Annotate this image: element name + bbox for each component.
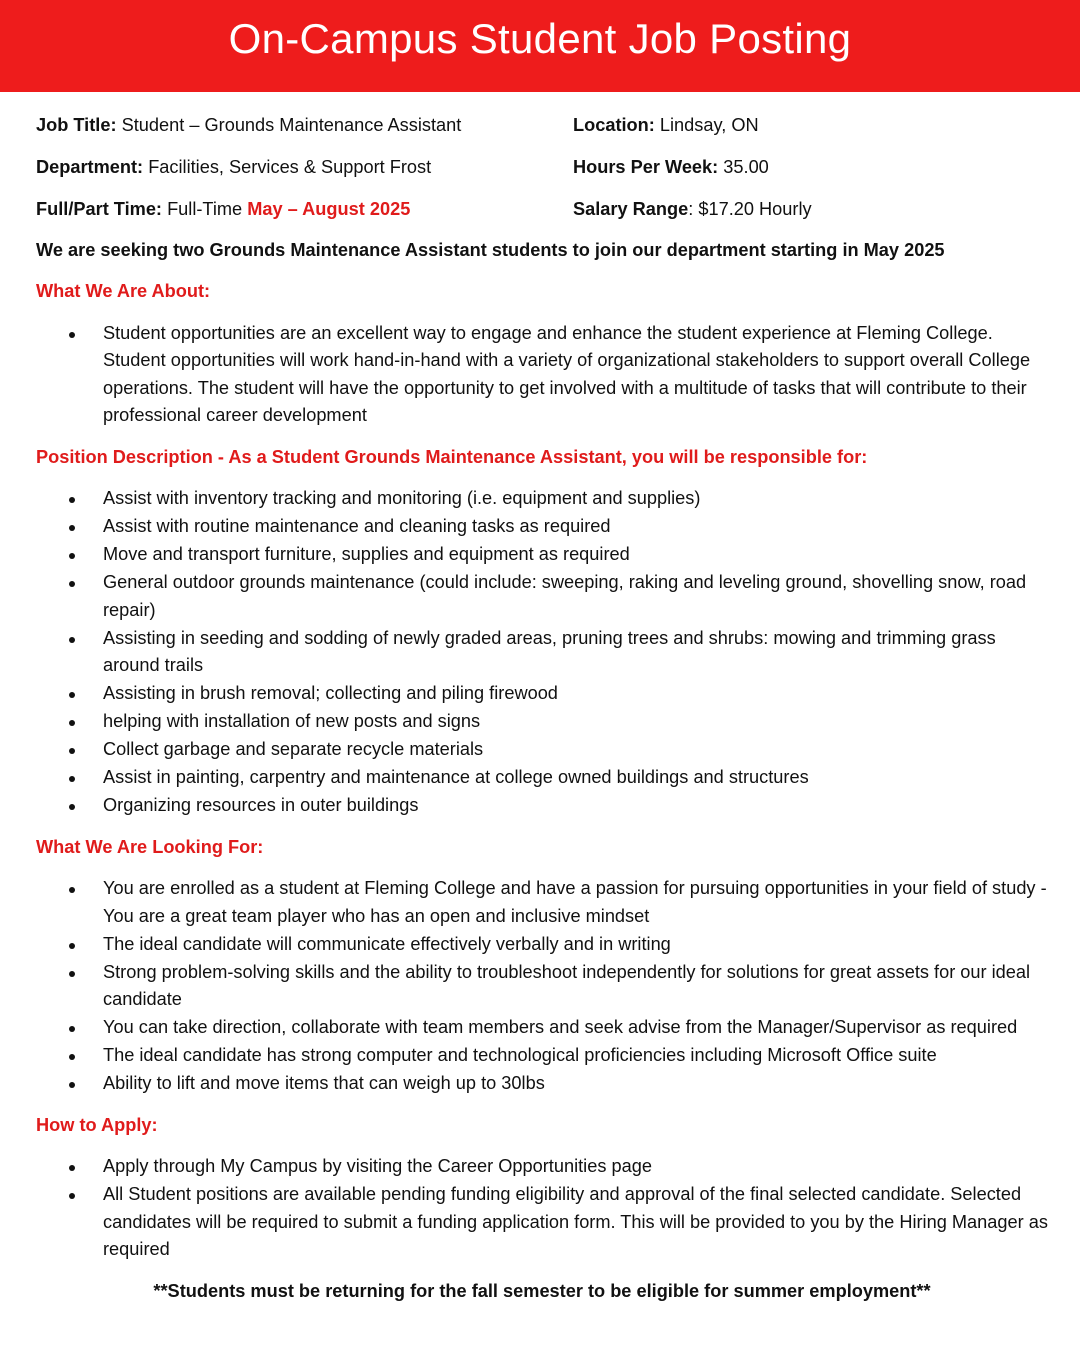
list-item-text: You can take direction, collaborate with team members and seek advise from the Manager/Supervisor as required	[103, 1017, 1018, 1037]
department-label: Department:	[36, 157, 144, 177]
list-item	[36, 736, 1048, 764]
list-item	[36, 485, 1048, 513]
job-title-value: Student – Grounds Maintenance Assistant	[121, 115, 462, 135]
list-item-text: Organizing resources in outer buildings	[103, 795, 419, 815]
list-item-text: Ability to lift and move items that can weigh up to 30lbs	[103, 1073, 545, 1093]
bullet-icon	[69, 637, 75, 643]
list-item	[36, 708, 1048, 736]
list-item	[36, 1181, 1048, 1264]
list-item	[36, 1153, 1048, 1181]
list-item	[36, 513, 1048, 541]
bullet-icon	[69, 971, 75, 977]
list-item	[36, 959, 1048, 1014]
location-value: Lindsay, ON	[659, 115, 759, 135]
list-item	[36, 875, 1048, 930]
list-item	[36, 1014, 1048, 1042]
bullet-icon	[69, 887, 75, 893]
intro-statement: We are seeking two Grounds Maintenance Assistant students to join our department starting in May 2025	[36, 239, 945, 260]
bullet-icon	[69, 804, 75, 810]
job-details	[36, 112, 1048, 224]
position-list	[36, 485, 1048, 820]
job-title-field	[36, 112, 573, 140]
bullet-icon	[69, 692, 75, 698]
salary-label: Salary Range	[573, 199, 689, 219]
bullet-icon	[69, 1193, 75, 1199]
bullet-icon	[69, 720, 75, 726]
bullet-icon	[69, 1082, 75, 1088]
posting-body	[36, 112, 1048, 1305]
list-item-text: Assist with inventory tracking and monitoring (i.e. equipment and supplies)	[103, 488, 701, 508]
list-item-text: Assist in painting, carpentry and maintenance at college owned buildings and structures	[103, 767, 809, 787]
bullet-icon	[69, 553, 75, 559]
list-item-text: Assisting in brush removal; collecting and piling firewood	[103, 683, 558, 703]
apply-heading: How to Apply:	[36, 1114, 158, 1135]
list-item	[36, 1042, 1048, 1070]
location-label: Location:	[573, 115, 655, 135]
bullet-icon	[69, 581, 75, 587]
list-item-text: Student opportunities are an excellent way to engage and enhance the student experience at Fleming College. Student opportunities will work hand-in-hand with a variety of organizational stakeholders to support overall College operations. The student will have the opportunity to get involved with a multitude of tasks that will contribute to their professional career development	[103, 322, 1031, 425]
bullet-icon	[69, 1026, 75, 1032]
position-heading: Position Description - As a Student Grounds Maintenance Assistant, you will be responsible for:	[36, 446, 868, 467]
job-title-label: Job Title:	[36, 115, 117, 135]
list-item	[36, 1070, 1048, 1098]
list-item-text: The ideal candidate has strong computer and technological proficiencies including Microsoft Office suite	[103, 1045, 937, 1065]
list-item-text: Apply through My Campus by visiting the Career Opportunities page	[103, 1156, 652, 1176]
page-header	[0, 0, 1080, 92]
bullet-icon	[69, 1054, 75, 1060]
department-field	[36, 154, 573, 182]
about-list	[36, 320, 1048, 430]
list-item-text: You are enrolled as a student at Fleming College and have a passion for pursuing opportunities in your field of study - You are a great team player who has an open and inclusive mindset	[103, 878, 1047, 926]
about-heading: What We Are About:	[36, 281, 211, 301]
list-item	[36, 764, 1048, 792]
employment-type-label: Full/Part Time:	[36, 199, 162, 219]
list-item-text: Move and transport furniture, supplies and equipment as required	[103, 544, 630, 564]
list-item-text: helping with installation of new posts and signs	[103, 711, 481, 731]
looking-list	[36, 875, 1048, 1098]
bullet-icon	[69, 332, 75, 338]
hours-field	[573, 154, 1048, 182]
list-item-text: Strong problem-solving skills and the ability to troubleshoot independently for solutions for great assets for our ideal candidate	[103, 961, 1031, 1009]
apply-list	[36, 1153, 1048, 1264]
bullet-icon	[69, 748, 75, 754]
list-item	[36, 541, 1048, 569]
list-item-text: Assist with routine maintenance and cleaning tasks as required	[103, 516, 611, 536]
bullet-icon	[69, 497, 75, 503]
list-item-text: The ideal candidate will communicate effectively verbally and in writing	[103, 933, 671, 954]
list-item-text: Collect garbage and separate recycle materials	[103, 739, 484, 759]
bullet-icon	[69, 1165, 75, 1171]
list-item-text: All Student positions are available pending funding eligibility and approval of the final selected candidate. Selected candidates will be required to submit a funding application form. This will be provided to you by the Hiring Manager as required	[103, 1184, 1048, 1259]
list-item	[36, 320, 1048, 430]
bullet-icon	[69, 776, 75, 782]
looking-heading: What We Are Looking For:	[36, 836, 264, 857]
employment-type-field	[36, 196, 573, 224]
list-item-text: Assisting in seeding and sodding of newly graded areas, pruning trees and shrubs: mowing and trimming grass around trails	[103, 627, 996, 675]
location-field	[573, 112, 1048, 140]
department-value: Facilities, Services & Support Frost	[148, 157, 432, 177]
list-item-text: General outdoor grounds maintenance (could include: sweeping, raking and leveling ground, shovelling snow, road repair)	[103, 572, 1027, 620]
list-item	[36, 625, 1048, 680]
list-item	[36, 680, 1048, 708]
page-title: On-Campus Student Job Posting	[228, 15, 852, 62]
salary-field	[573, 196, 1048, 224]
list-item	[36, 569, 1048, 624]
employment-period: May – August 2025	[247, 199, 411, 219]
bullet-icon	[69, 525, 75, 531]
eligibility-note: **Students must be returning for the fall semester to be eligible for summer employment**	[153, 1280, 931, 1301]
hours-label: Hours Per Week:	[573, 157, 719, 177]
list-item	[36, 931, 1048, 959]
hours-value: 35.00	[723, 157, 769, 177]
employment-type-value: Full-Time	[167, 199, 243, 219]
list-item	[36, 792, 1048, 820]
salary-value: : $17.20 Hourly	[688, 199, 812, 219]
bullet-icon	[69, 943, 75, 949]
